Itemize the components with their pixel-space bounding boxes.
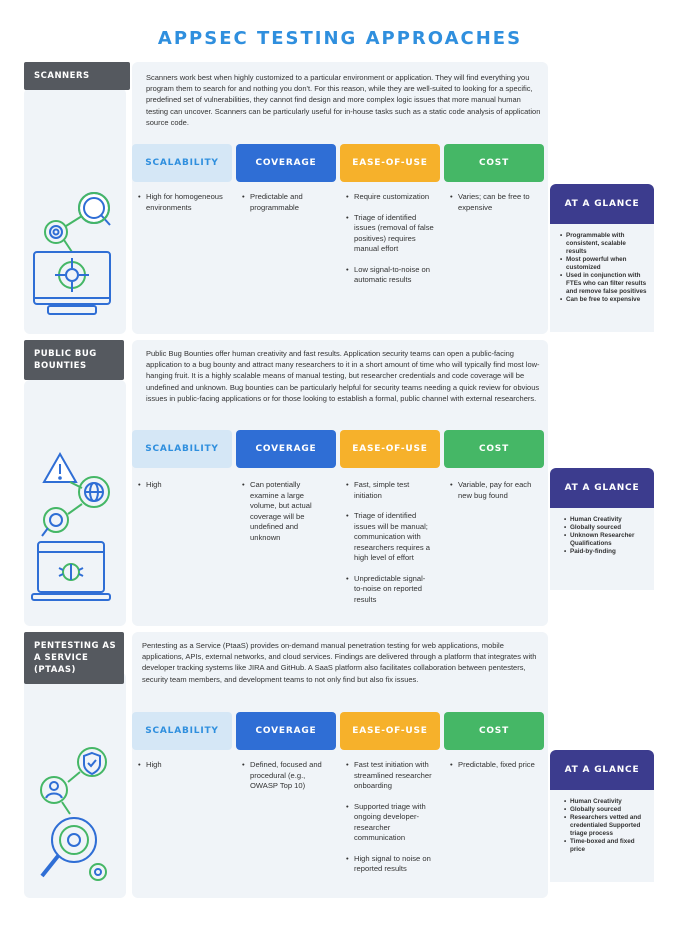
bullet: • Supported triage with ongoing developer-researcher communication xyxy=(346,802,434,844)
bug-laptop-icon xyxy=(32,542,110,600)
glance-bullet: • Most powerful when customized xyxy=(560,256,648,272)
glance-bullet: • Paid-by-finding xyxy=(564,548,648,556)
section-label: PENTESTING AS A SERVICE (PTAAS) xyxy=(24,632,124,684)
col-head-coverage: COVERAGE xyxy=(236,430,336,468)
col-head-cost: COST xyxy=(444,712,544,750)
bullet: • Defined, focused and procedural (e.g., OWASP Top 10) xyxy=(242,760,330,792)
col-head-scalability: SCALABILITY xyxy=(132,144,232,182)
bullet: • Predictable, fixed price xyxy=(450,760,538,771)
at-a-glance-body xyxy=(550,790,654,882)
col-body-coverage xyxy=(236,192,336,334)
bullet: • Require customization xyxy=(346,192,434,203)
glance-bullet: • Time-boxed and fixed price xyxy=(564,838,648,854)
page-title: APPSEC TESTING APPROACHES xyxy=(157,28,523,49)
col-head-coverage: COVERAGE xyxy=(236,144,336,182)
glance-bullet: • Human Creativity xyxy=(564,516,648,524)
ptaas-illustration xyxy=(24,740,126,890)
at-a-glance-head: AT A GLANCE xyxy=(550,184,654,224)
bullet: • High xyxy=(138,760,226,771)
bullet: • Triage of identified issues will be manual; communication with researchers requires a high level of effort xyxy=(346,511,434,564)
section-description: Scanners work best when highly customized to a particular environment or application. They will find everything you program them to search for and nothing you don't. For this reason, while they are well-suited to looking for a specific, predefined set of vulnerabilities, they cannot find design and more complex logic issues that more manual human testing can uncover. Scanners can be particularly useful for in-house tasks such as a static code analysis of application source code. xyxy=(146,73,541,127)
col-body-ease-of-use xyxy=(340,192,440,334)
col-head-cost: COST xyxy=(444,430,544,468)
glance-bullet: • Globally sourced xyxy=(564,524,648,532)
search-gear-icon xyxy=(42,508,68,536)
at-a-glance-head: AT A GLANCE xyxy=(550,468,654,508)
at-a-glance-head: AT A GLANCE xyxy=(550,750,654,790)
col-body-cost xyxy=(444,760,544,898)
magnifier-icon xyxy=(79,193,110,225)
col-head-cost: COST xyxy=(444,144,544,182)
col-body-cost xyxy=(444,192,544,334)
bullet: • Unpredictable signal-to-noise on reported results xyxy=(346,574,434,606)
monitor-target-icon xyxy=(34,252,110,314)
bullet: • Varies; can be free to expensive xyxy=(450,192,538,213)
glance-bullet: • Can be free to expensive xyxy=(560,296,648,304)
search-gear-icon xyxy=(42,818,96,876)
col-body-coverage xyxy=(236,480,336,626)
bullet: • Can potentially examine a large volume, but actual coverage will be undefined and unknown xyxy=(242,480,330,543)
at-a-glance-body xyxy=(550,224,654,332)
col-head-coverage: COVERAGE xyxy=(236,712,336,750)
glance-bullet: • Globally sourced xyxy=(564,806,648,814)
bug-bounty-illustration xyxy=(24,448,126,618)
col-body-ease-of-use xyxy=(340,760,440,898)
section-public-bug-bounties xyxy=(24,340,656,626)
bullet: • Fast test initiation with streamlined researcher onboarding xyxy=(346,760,434,792)
glance-bullet: • Programmable with consistent, scalable results xyxy=(560,232,648,256)
section-label: PUBLIC BUG BOUNTIES xyxy=(24,340,124,380)
bullet: • High xyxy=(138,480,226,491)
bullet: • Predictable and programmable xyxy=(242,192,330,213)
scanner-illustration xyxy=(24,180,126,330)
gear-icon xyxy=(90,864,106,880)
warning-icon xyxy=(44,454,76,482)
bullet: • Variable, pay for each new bug found xyxy=(450,480,538,501)
col-head-scalability: SCALABILITY xyxy=(132,712,232,750)
col-head-ease-of-use: EASE-OF-USE xyxy=(340,144,440,182)
col-body-scalability xyxy=(132,192,232,334)
gear-icon xyxy=(45,221,67,243)
at-a-glance-body xyxy=(550,508,654,590)
bullet: • High signal to noise on reported results xyxy=(346,854,434,875)
col-head-scalability: SCALABILITY xyxy=(132,430,232,468)
col-head-ease-of-use: EASE-OF-USE xyxy=(340,712,440,750)
glance-bullet: • Human Creativity xyxy=(564,798,648,806)
bullet: • Low signal-to-noise on automatic results xyxy=(346,265,434,286)
col-body-scalability xyxy=(132,480,232,626)
col-head-ease-of-use: EASE-OF-USE xyxy=(340,430,440,468)
bullet: • Fast, simple test initiation xyxy=(346,480,434,501)
col-body-ease-of-use xyxy=(340,480,440,626)
bullet: • High for homogeneous environments xyxy=(138,192,226,213)
person-icon xyxy=(41,777,67,803)
shield-icon xyxy=(78,748,106,776)
section-label: SCANNERS xyxy=(24,62,130,90)
section-ptaas xyxy=(24,632,656,898)
col-body-coverage xyxy=(236,760,336,898)
glance-bullet: • Unknown Researcher Qualifications xyxy=(564,532,648,548)
col-body-scalability xyxy=(132,760,232,898)
section-description: Pentesting as a Service (PtaaS) provides on-demand manual penetration testing for web applications, mobile applications, APIs, external networks, and cloud services. Findings are delivered through a platform that integrates with developer tracking systems like JIRA and GitHub. A SaaS platform also facilitates collaboration between pentesters, security team members, and development teams to not only find but also fix issues. xyxy=(142,641,537,684)
glance-bullet: • Researchers vetted and credentialed Supported triage process xyxy=(564,814,648,838)
section-scanners xyxy=(24,62,656,334)
col-body-cost xyxy=(444,480,544,626)
globe-icon xyxy=(79,477,109,507)
section-description: Public Bug Bounties offer human creativity and fast results. Application security teams can open a public-facing application to a bug bounty and attract many researchers to it in a short amount of time who will typically find most low-hanging fruit. It is a highly scalable means of manual testing, but researcher credentials and code coverage will be undefined and unknown. Bug bounties can be particularly helpful for security teams needing a quick review for obvious issues in public-facing applications or for those looking to establish a formal, public channel with external researchers. xyxy=(146,349,540,403)
glance-bullet: • Used in conjunction with FTEs who can filter results and remove false positives xyxy=(560,272,648,296)
bullet: • Triage of identified issues (removal of false positives) requires manual effort xyxy=(346,213,434,255)
